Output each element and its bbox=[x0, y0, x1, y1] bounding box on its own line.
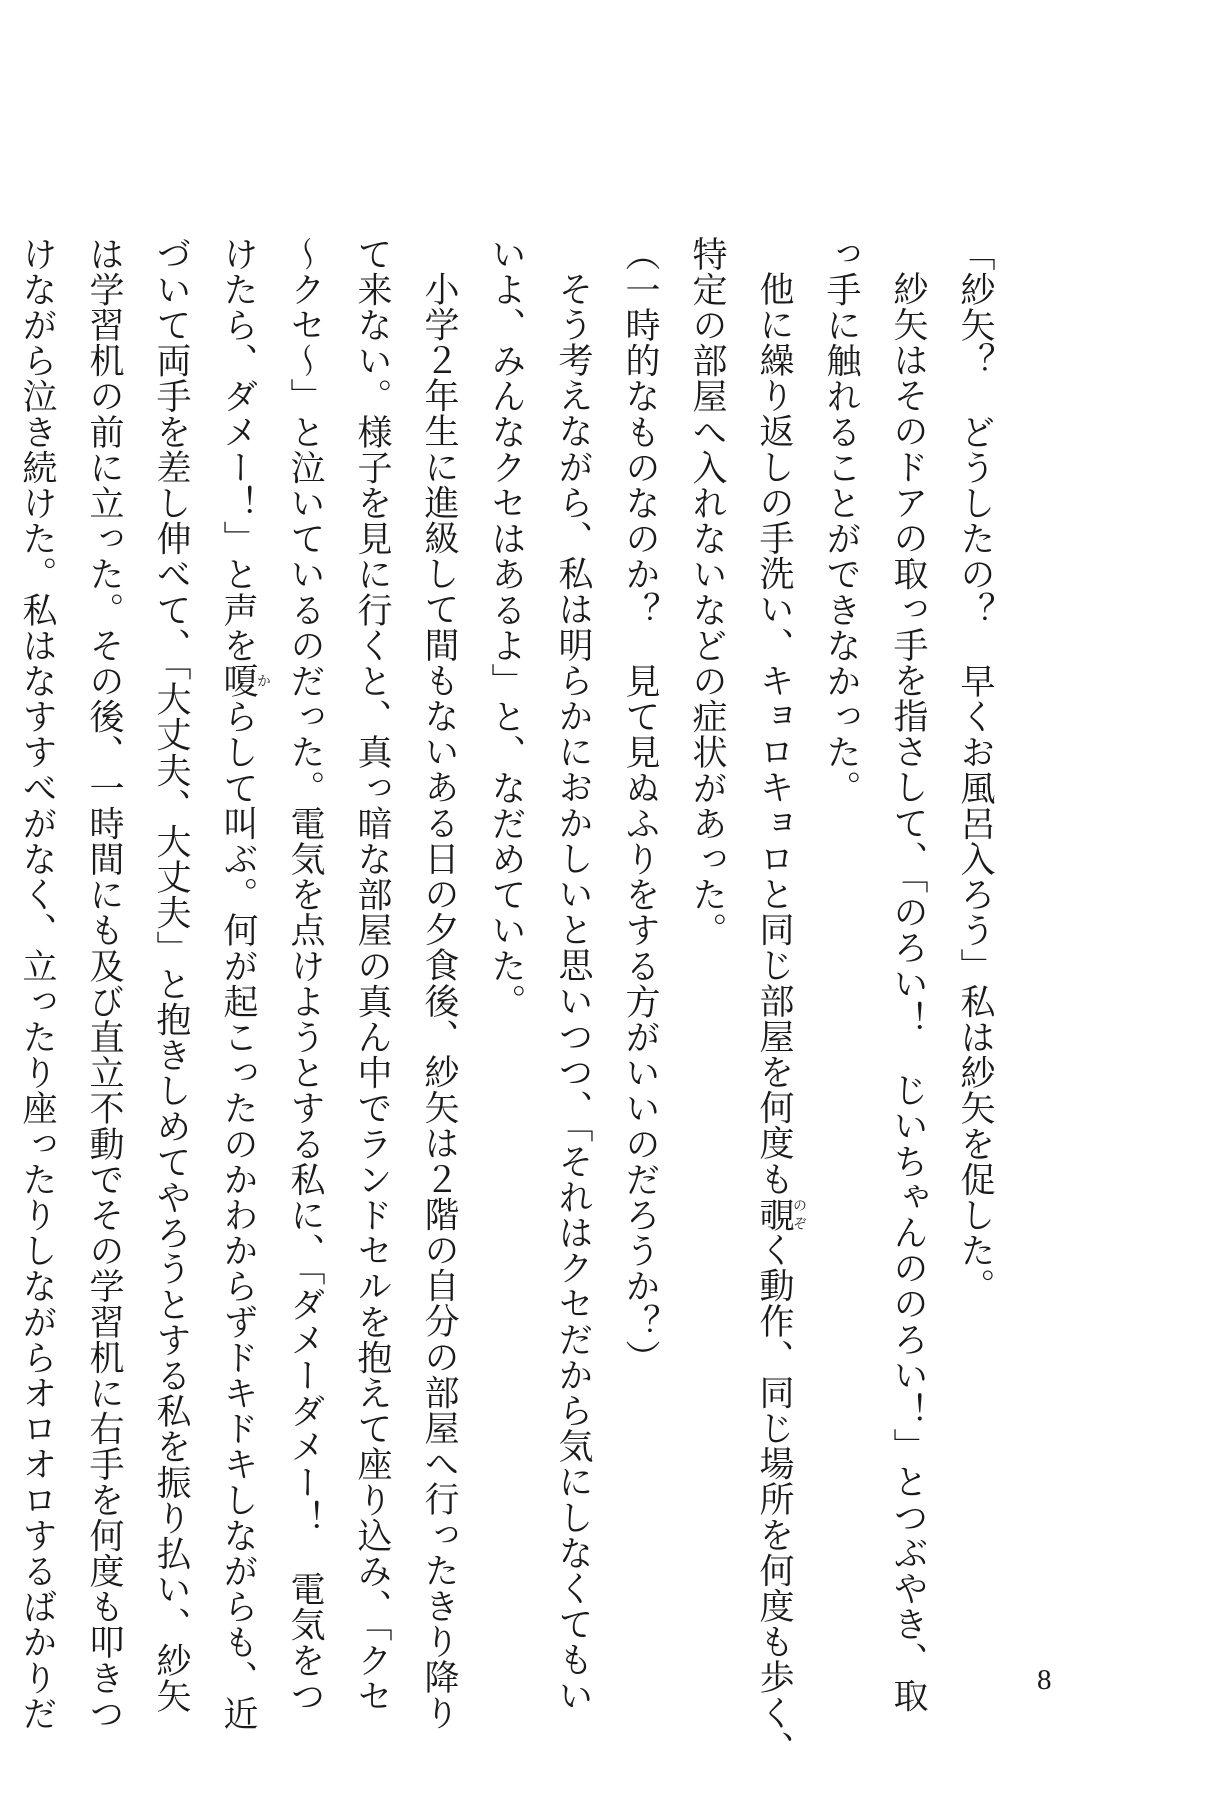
text-line: っ手に触れることができなかった。 bbox=[821, 236, 861, 806]
text-line: 「紗矢？ どうしたの？ 早くお風呂入ろう」私は紗矢を促した。 bbox=[955, 236, 995, 1304]
text-line: （一時的なものなのか？ 見て見ぬふりをする方がいいのだろうか？） bbox=[620, 236, 660, 1376]
text-segment: 他に繰り返しの手洗い、キョロキョロと同じ部屋を何度も bbox=[754, 271, 794, 1197]
page-number: 8 bbox=[1037, 1664, 1052, 1696]
text-line: は学習机の前に立った。その後、一時間にも及び直立不動でその学習机に右手を何度も叩きつ bbox=[84, 236, 124, 1732]
ruby-reading: か bbox=[255, 663, 271, 699]
text-line: いよ、みんなクセはあるよ」と、なだめていた。 bbox=[486, 236, 526, 1020]
text-line: けながら泣き続けた。私はなすすべがなく、立ったり座ったりしながらオロオロするばかりだ bbox=[17, 236, 57, 1732]
ruby-base: 覗 bbox=[754, 1196, 794, 1233]
text-segment: けたら、ダメー！」と声を bbox=[218, 236, 258, 664]
text-line bbox=[740, 236, 807, 1767]
text-line: て来ない。様子を見に行くと、真っ暗な部屋の真ん中でランドセルを抱えて座り込み、「クセ bbox=[352, 236, 392, 1714]
text-line: そう考えながら、私は明らかにおかしいと思いつつ、「それはクセだから気にしなくてもい bbox=[553, 271, 593, 1714]
text-line: 小学２年生に進級して間もないある日の夕食後、紗矢は２階の自分の部屋へ行ったきり降り bbox=[419, 271, 459, 1731]
text-line: 特定の部屋へ入れないなどの症状があった。 bbox=[687, 236, 727, 948]
text-segment: く動作、同じ場所を何度も歩く、 bbox=[754, 1232, 794, 1767]
ruby-annotation bbox=[218, 663, 271, 699]
text-line: 〜クセ〜」と泣いているのだった。電気を点けようとする私に、「ダメーダメー！ 電気をつ bbox=[285, 236, 325, 1714]
text-line: づいて両手を差し伸べて、「大丈夫、大丈夫」と抱きしめてやろうとする私を振り払い、紗矢 bbox=[151, 236, 191, 1714]
text-segment: らして叫ぶ。何が起こったのかわからずドキドキしながらも、近 bbox=[218, 698, 258, 1732]
text-line bbox=[204, 236, 271, 1732]
ruby-annotation bbox=[754, 1196, 807, 1233]
text-line: 紗矢はそのドアの取っ手を指さして、「のろい！ じいちゃんののろい！」とつぶやき、取 bbox=[888, 271, 928, 1714]
body-text bbox=[0, 236, 1008, 1767]
ruby-base: 嗄 bbox=[218, 663, 258, 699]
ruby-reading: のぞ bbox=[791, 1196, 807, 1233]
